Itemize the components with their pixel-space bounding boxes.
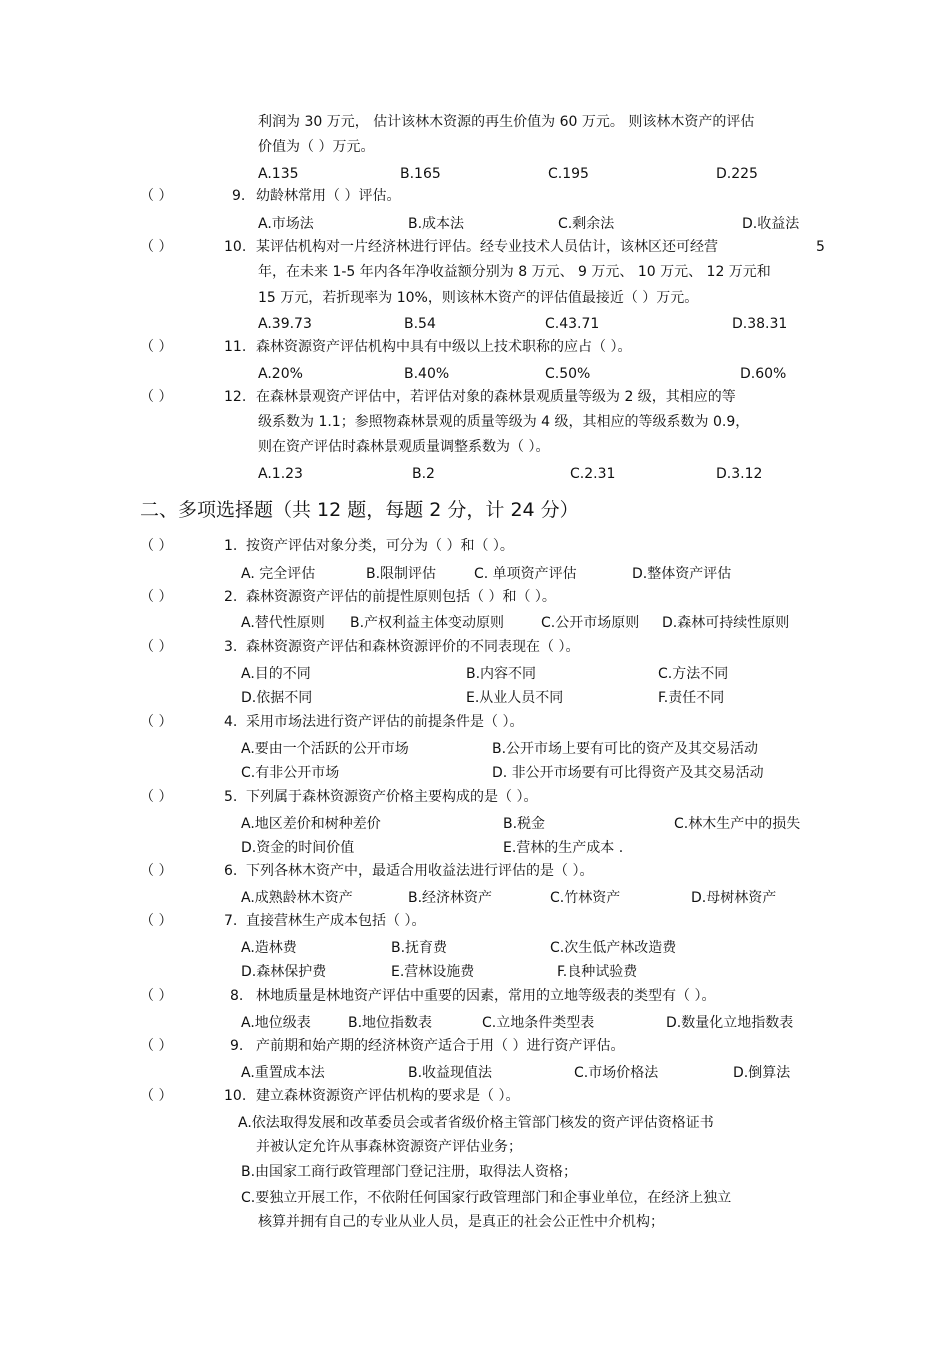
- m2-stem: 森林资源资产评估的前提性原则包括（ ）和（ ）。: [246, 589, 556, 605]
- m7-answer-blank: （ ）: [140, 913, 173, 929]
- m8-option-b: B.地位指数表: [348, 1015, 433, 1031]
- m3-option-f: F.责任不同: [658, 690, 725, 706]
- m3-answer-blank: （ ）: [140, 639, 173, 655]
- m8-stem: 林地质量是林地资产评估中重要的因素，常用的立地等级表的类型有（ ）。: [256, 988, 716, 1004]
- m3-stem: 森林资源资产评估和森林资源评价的不同表现在（ ）。: [246, 639, 580, 655]
- q11-option-a: A.20%: [258, 366, 303, 382]
- q12-option-c: C.2.31: [570, 466, 616, 482]
- m6-option-b: B.经济林资产: [408, 890, 493, 906]
- m10-number: 10.: [224, 1088, 247, 1104]
- q10-option-c: C.43.71: [545, 316, 600, 332]
- m3-option-e: E.从业人员不同: [466, 690, 564, 706]
- m10-option-a: A.依法取得发展和改革委员会或者省级价格主管部门核发的资产评估资格证书: [238, 1115, 714, 1131]
- q10-answer-blank: （ ）: [140, 239, 173, 255]
- m10-option-b: B.由国家工商行政管理部门登记注册，取得法人资格；: [241, 1164, 578, 1180]
- m3-option-b: B.内容不同: [466, 666, 537, 682]
- m6-option-c: C.竹林资产: [550, 890, 621, 906]
- m7-option-e: E.营林设施费: [391, 964, 475, 980]
- q12-option-b: B.2: [412, 466, 435, 482]
- m1-answer-blank: （ ）: [140, 538, 173, 554]
- m5-option-e: E.营林的生产成本 .: [503, 840, 624, 856]
- m5-option-d: D.资金的时间价值: [241, 840, 355, 856]
- q12-stem-line-3: 则在资产评估时森林景观质量调整系数为（ ）。: [258, 439, 550, 455]
- q9-option-b: B.成本法: [408, 216, 465, 232]
- q8-option-c: C.195: [548, 166, 589, 182]
- m7-option-c: C.次生低产林改造费: [550, 940, 677, 956]
- m8-option-d: D.数量化立地指数表: [666, 1015, 794, 1031]
- m7-option-a: A.造林费: [241, 940, 297, 956]
- m1-option-b: B.限制评估: [366, 566, 437, 582]
- m9-stem: 产前期和始产期的经济林资产适合于用（ ）进行资产评估。: [256, 1038, 625, 1054]
- m5-answer-blank: （ ）: [140, 789, 173, 805]
- m1-option-c: C. 单项资产评估: [474, 566, 577, 582]
- m3-option-a: A.目的不同: [241, 666, 311, 682]
- m3-number: 3.: [224, 639, 238, 655]
- m3-option-d: D.依据不同: [241, 690, 313, 706]
- m7-option-b: B.抚育费: [391, 940, 448, 956]
- m7-option-f: F.良种试验费: [557, 964, 638, 980]
- q10-stem-line-1: 某评估机构对一片经济林进行评估。经专业技术人员估计，该林区还可经营: [256, 239, 718, 255]
- m2-option-c: C.公开市场原则: [541, 615, 640, 631]
- m5-number: 5.: [224, 789, 238, 805]
- m8-answer-blank: （ ）: [140, 988, 173, 1004]
- m7-option-d: D.森林保护费: [241, 964, 327, 980]
- m1-option-d: D.整体资产评估: [632, 566, 732, 582]
- q11-answer-blank: （ ）: [140, 339, 173, 355]
- m9-option-d: D.倒算法: [733, 1065, 791, 1081]
- m4-option-a: A.要由一个活跃的公开市场: [241, 741, 409, 757]
- q10-option-b: B.54: [404, 316, 436, 332]
- q9-stem: 幼龄林常用（ ）评估。: [256, 188, 401, 204]
- m9-option-a: A.重置成本法: [241, 1065, 325, 1081]
- q9-option-d: D.收益法: [742, 216, 800, 232]
- m2-number: 2.: [224, 589, 238, 605]
- m1-stem: 按资产评估对象分类，可分为（ ）和（ ）。: [246, 538, 514, 554]
- m10-answer-blank: （ ）: [140, 1088, 173, 1104]
- q11-option-c: C.50%: [545, 366, 591, 382]
- m5-stem: 下列属于森林资源资产价格主要构成的是（ ）。: [246, 789, 538, 805]
- q10-stem-line-2: 年，在未来 1-5 年内各年净收益额分别为 8 万元、 9 万元、 10 万元、 12 万元和: [258, 264, 771, 280]
- q9-option-c: C.剩余法: [558, 216, 615, 232]
- q12-option-a: A.1.23: [258, 466, 303, 482]
- m9-number: 9.: [230, 1038, 244, 1054]
- q9-option-a: A.市场法: [258, 216, 314, 232]
- m10-option-c: C.要独立开展工作，不依附任何国家行政管理部门和企事业单位，在经济上独立: [241, 1190, 732, 1206]
- q12-stem-line-1: 在森林景观资产评估中，若评估对象的森林景观质量等级为 2 级，其相应的等: [256, 389, 736, 405]
- q10-number: 10.: [224, 239, 247, 255]
- m6-answer-blank: （ ）: [140, 863, 173, 879]
- q10-option-d: D.38.31: [732, 316, 788, 332]
- q12-answer-blank: （ ）: [140, 389, 173, 405]
- m9-answer-blank: （ ）: [140, 1038, 173, 1054]
- q8-option-d: D.225: [716, 166, 758, 182]
- q11-stem: 森林资源资产评估机构中具有中级以上技术职称的应占（ ）。: [256, 339, 632, 355]
- m4-option-c: C.有非公开市场: [241, 765, 340, 781]
- q10-option-a: A.39.73: [258, 316, 312, 332]
- m8-option-c: C.立地条件类型表: [482, 1015, 595, 1031]
- m7-number: 7.: [224, 913, 238, 929]
- q10-stem-line-3: 15 万元，若折现率为 10%，则该林木资产的评估值最接近（ ）万元。: [258, 290, 699, 306]
- m8-option-a: A.地位级表: [241, 1015, 311, 1031]
- q11-option-b: B.40%: [404, 366, 450, 382]
- m2-option-b: B.产权利益主体变动原则: [350, 615, 505, 631]
- m2-answer-blank: （ ）: [140, 589, 173, 605]
- q11-number: 11.: [224, 339, 247, 355]
- q9-answer-blank: （ ）: [140, 188, 173, 204]
- q12-number: 12.: [224, 389, 247, 405]
- m8-number: 8.: [230, 988, 244, 1004]
- m1-option-a: A. 完全评估: [241, 566, 316, 582]
- m5-option-a: A.地区差价和树种差价: [241, 816, 381, 832]
- m10-option-a-cont: 并被认定允许从事森林资源资产评估业务；: [256, 1139, 522, 1155]
- section-title: 二、多项选择题（共 12 题，每题 2 分，计 24 分）: [140, 499, 579, 521]
- m3-option-c: C.方法不同: [658, 666, 729, 682]
- q8-stem-line-2: 价值为（ ）万元。: [258, 139, 375, 155]
- m1-number: 1.: [224, 538, 238, 554]
- m6-number: 6.: [224, 863, 238, 879]
- m6-option-a: A.成熟龄林木资产: [241, 890, 353, 906]
- m9-option-b: B.收益现值法: [408, 1065, 493, 1081]
- m4-option-d: D. 非公开市场要有可比得资产及其交易活动: [492, 765, 764, 781]
- m4-number: 4.: [224, 714, 238, 730]
- m6-stem: 下列各林木资产中，最适合用收益法进行评估的是（ ）。: [246, 863, 594, 879]
- m9-option-c: C.市场价格法: [574, 1065, 659, 1081]
- m2-option-d: D.森林可持续性原则: [662, 615, 790, 631]
- q11-option-d: D.60%: [740, 366, 787, 382]
- q8-option-b: B.165: [400, 166, 441, 182]
- q12-option-d: D.3.12: [716, 466, 763, 482]
- q8-option-a: A.135: [258, 166, 299, 182]
- m6-option-d: D.母树林资产: [691, 890, 777, 906]
- m10-option-c-cont: 核算并拥有自己的专业从业人员，是真正的社会公正性中介机构；: [258, 1214, 664, 1230]
- m10-stem: 建立森林资源资产评估机构的要求是（ ）。: [256, 1088, 520, 1104]
- m4-option-b: B.公开市场上要有可比的资产及其交易活动: [492, 741, 759, 757]
- m4-answer-blank: （ ）: [140, 714, 173, 730]
- m7-stem: 直接营林生产成本包括（ ）。: [246, 913, 426, 929]
- q8-stem-line-1: 利润为 30 万元， 估计该林木资源的再生价值为 60 万元。 则该林木资产的评估: [258, 114, 755, 130]
- q10-stem-line-1-tail: 5: [816, 239, 825, 255]
- q12-stem-line-2: 级系数为 1.1；参照物森林景观的质量等级为 4 级，其相应的等级系数为 0.9，: [258, 414, 750, 430]
- m2-option-a: A.替代性原则: [241, 615, 325, 631]
- q9-number: 9.: [232, 188, 246, 204]
- m5-option-c: C.林木生产中的损失: [674, 816, 801, 832]
- m5-option-b: B.税金: [503, 816, 546, 832]
- m4-stem: 采用市场法进行资产评估的前提条件是（ ）。: [246, 714, 524, 730]
